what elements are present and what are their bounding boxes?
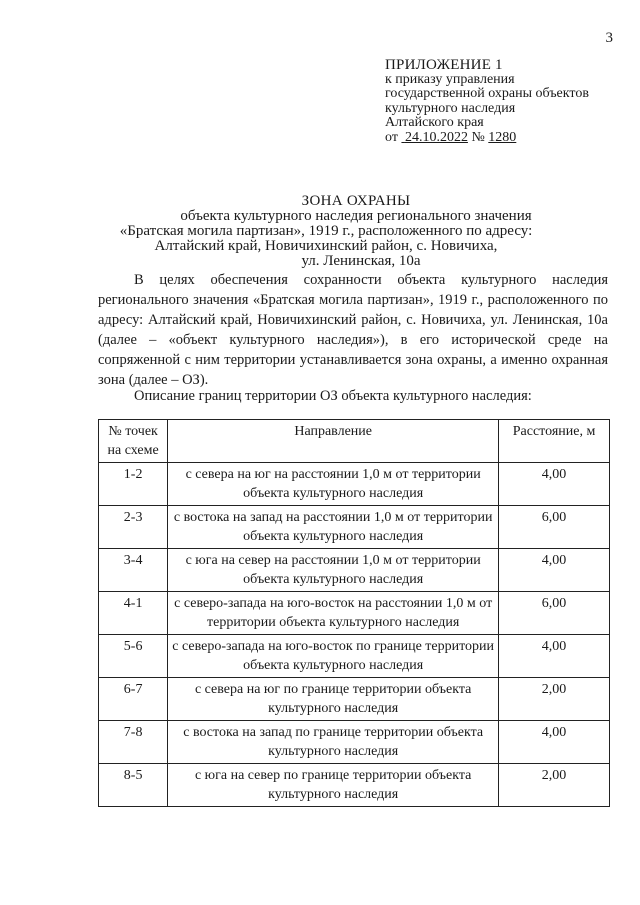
- table-row: [99, 592, 610, 635]
- cell-distance: 6,00: [499, 592, 610, 635]
- cell-direction: с юга на север на расстоянии 1,0 м от территории объекта культурного наследия: [168, 549, 499, 592]
- table-row: [99, 549, 610, 592]
- zone-title: [0, 194, 640, 269]
- header-distance: Расстояние, м: [499, 420, 610, 463]
- order-line: [385, 131, 589, 146]
- table-row: [99, 463, 610, 506]
- cell-points: 5-6: [99, 635, 168, 678]
- appendix-line: культурного наследия: [385, 100, 516, 116]
- cell-direction: с юга на север по границе территории объекта культурного наследия: [168, 764, 499, 807]
- appendix-line: Алтайского края: [385, 115, 484, 130]
- cell-direction: с востока на запад по границе территории объекта культурного наследия: [168, 721, 499, 764]
- order-number-sign: №: [471, 129, 485, 145]
- table-row: [99, 506, 610, 549]
- cell-direction: с востока на запад на расстоянии 1,0 м от территории объекта культурного наследия: [168, 506, 499, 549]
- cell-distance: 4,00: [499, 721, 610, 764]
- header-points: № точек на схеме: [99, 420, 168, 463]
- zone-title-main: ЗОНА ОХРАНЫ: [301, 193, 411, 209]
- zone-title-line: «Братская могила партизан», 1919 г., расположенного по адресу:: [119, 223, 533, 239]
- appendix-title: ПРИЛОЖЕНИЕ 1: [385, 57, 503, 73]
- cell-distance: 4,00: [499, 635, 610, 678]
- header-direction: Направление: [168, 420, 499, 463]
- cell-distance: 2,00: [499, 764, 610, 807]
- cell-direction: с севера на юг на расстоянии 1,0 м от территории объекта культурного наследия: [168, 463, 499, 506]
- zone-title-line: объекта культурного наследия регионального значения: [180, 208, 532, 224]
- order-number: 1280: [488, 129, 517, 145]
- table-row: [99, 721, 610, 764]
- cell-distance: 6,00: [499, 506, 610, 549]
- boundary-table: [98, 419, 610, 807]
- cell-points: 8-5: [99, 764, 168, 807]
- table-row: [99, 764, 610, 807]
- order-date: 24.10.2022: [404, 129, 468, 145]
- cell-distance: 4,00: [499, 463, 610, 506]
- table-row: [99, 678, 610, 721]
- cell-points: 6-7: [99, 678, 168, 721]
- appendix-line: государственной охраны объектов: [385, 86, 589, 101]
- page-number: 3: [605, 30, 613, 46]
- cell-points: 4-1: [99, 592, 168, 635]
- appendix-block: [385, 58, 589, 145]
- table-header-row: [99, 420, 610, 463]
- cell-direction: с северо-запада на юго-восток на расстоянии 1,0 м от территории объекта культурного наследия: [168, 592, 499, 635]
- intro-paragraph: В целях обеспечения сохранности объекта культурного наследия регионального значения «Братская могила партизан», 1919 г., расположенного по адресу: Алтайский край, Новичихинский район, с. Новичиха, ул. Ленинская, 10а (далее – «объект культурного наследия»), в его исторической среде на сопряженной с ним территории устанавливается зона охраны, а именно охранная зона (далее – ОЗ).: [98, 272, 608, 388]
- cell-points: 1-2: [99, 463, 168, 506]
- cell-distance: 2,00: [499, 678, 610, 721]
- table-row: [99, 635, 610, 678]
- cell-points: 7-8: [99, 721, 168, 764]
- cell-points: 2-3: [99, 506, 168, 549]
- zone-title-line: Алтайский край, Новичихинский район, с. Новичиха,: [154, 238, 498, 254]
- cell-points: 3-4: [99, 549, 168, 592]
- cell-direction: с севера на юг по границе территории объекта культурного наследия: [168, 678, 499, 721]
- appendix-line: к приказу управления: [385, 71, 515, 87]
- zone-title-line: ул. Ленинская, 10а: [301, 253, 421, 269]
- cell-direction: с северо-запада на юго-восток по границе территории объекта культурного наследия: [168, 635, 499, 678]
- cell-distance: 4,00: [499, 549, 610, 592]
- order-prefix: от: [385, 129, 398, 145]
- table-caption: Описание границ территории ОЗ объекта культурного наследия:: [134, 388, 532, 404]
